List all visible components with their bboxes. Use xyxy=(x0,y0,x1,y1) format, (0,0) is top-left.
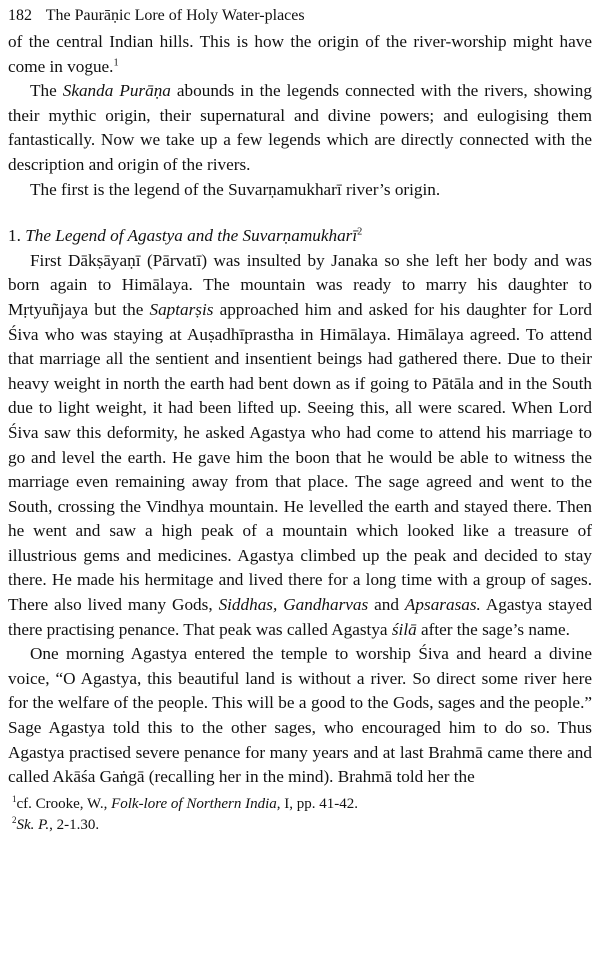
footnote-2: $^2$Sk. P., 2-1.30. xyxy=(12,814,100,833)
footnote-ref-2: 2 xyxy=(357,226,363,238)
paragraph-5: One morning Agastya entered the temple to worship Śiva and heard a divine voice, “O Agastya, this beautiful land is without a river. So direct some river here for the welfare of the people. This will be a good to the Gods, sages and the people.” Sage Agastya told this to the other sages, who encouraged him to do so. Thus Agastya practised severe penance for many years and at last Brahmā came there and called Akāśa Gaṅgā (recalling her in the mind). Brahmā told her the xyxy=(8,644,592,787)
section-gap xyxy=(8,202,592,224)
footnote-ref-1: 1 xyxy=(113,56,119,68)
footnote-1: $^1$cf. Crooke, W., Folk-lore of Northern India, I, pp. 41-42. xyxy=(12,793,359,812)
paragraph-2: The Skanda Purāṇa abounds in the legends connected with the rivers, showing their mythic origin, their supernatural and divine powers; and eulogising them fantastically. Now we take up a few legends which are directly connected with the description and origin of the rivers. xyxy=(8,81,592,174)
paragraph-1: of the central Indian hills. This is how the origin of the river-worship might have come in vogue.$^1$ xyxy=(8,32,592,76)
running-title: The Paurāṇic Lore of Holy Water-places xyxy=(45,7,305,24)
footnotes xyxy=(8,794,592,836)
running-header xyxy=(8,6,592,26)
skanda-purana-title: Skanda Purāṇa xyxy=(62,81,171,101)
paragraph-4: First Dākṣāyaṇī (Pārvatī) was insulted by Janaka so she left her body and was born again to Himālaya. The mountain was ready to marry his daughter to Mṛtyuñjaya but the Saptarṣis approached him and asked for his daughter for Lord Śiva who was staying at Auṣadhīprastha in Himālaya. Himālaya agreed. To attend that marriage all the sentient and insentient beings had gathered there. Due to their heavy weight in north the earth had bent down as if going to Pātāla and in the South due to light weight, it had been lifted up. Seeing this, all were scared. When Lord Śiva saw this deformity, he asked Agastya who had come to attend his marriage to go and level the earth. He gave him the boon that he would be able to witness the marriage even remaining away from that place. The sage agreed and went to the South, crossing the Vindhya mountain. He levelled the earth and stayed there. Then he went and saw a high peak of a mountain which looked like a treasure of illustrious gems and medicines. Agastya climbed up the peak and decided to stay there. He made his hermitage and lived there for a long time with a group of sages. There also lived many Gods, Siddhas, Gandharvas and Apsarasas. Agastya stayed there practising penance. That peak was called Agastya śilā after the sage’s name. xyxy=(8,250,592,639)
paragraph-3: The first is the legend of the Suvarṇamukharī river’s origin. xyxy=(30,179,441,199)
body-text xyxy=(8,30,592,790)
page-number: 182 xyxy=(8,7,32,24)
section-heading: 1. The Legend of Agastya and the Suvarṇamukharī$^2$ xyxy=(8,226,363,246)
